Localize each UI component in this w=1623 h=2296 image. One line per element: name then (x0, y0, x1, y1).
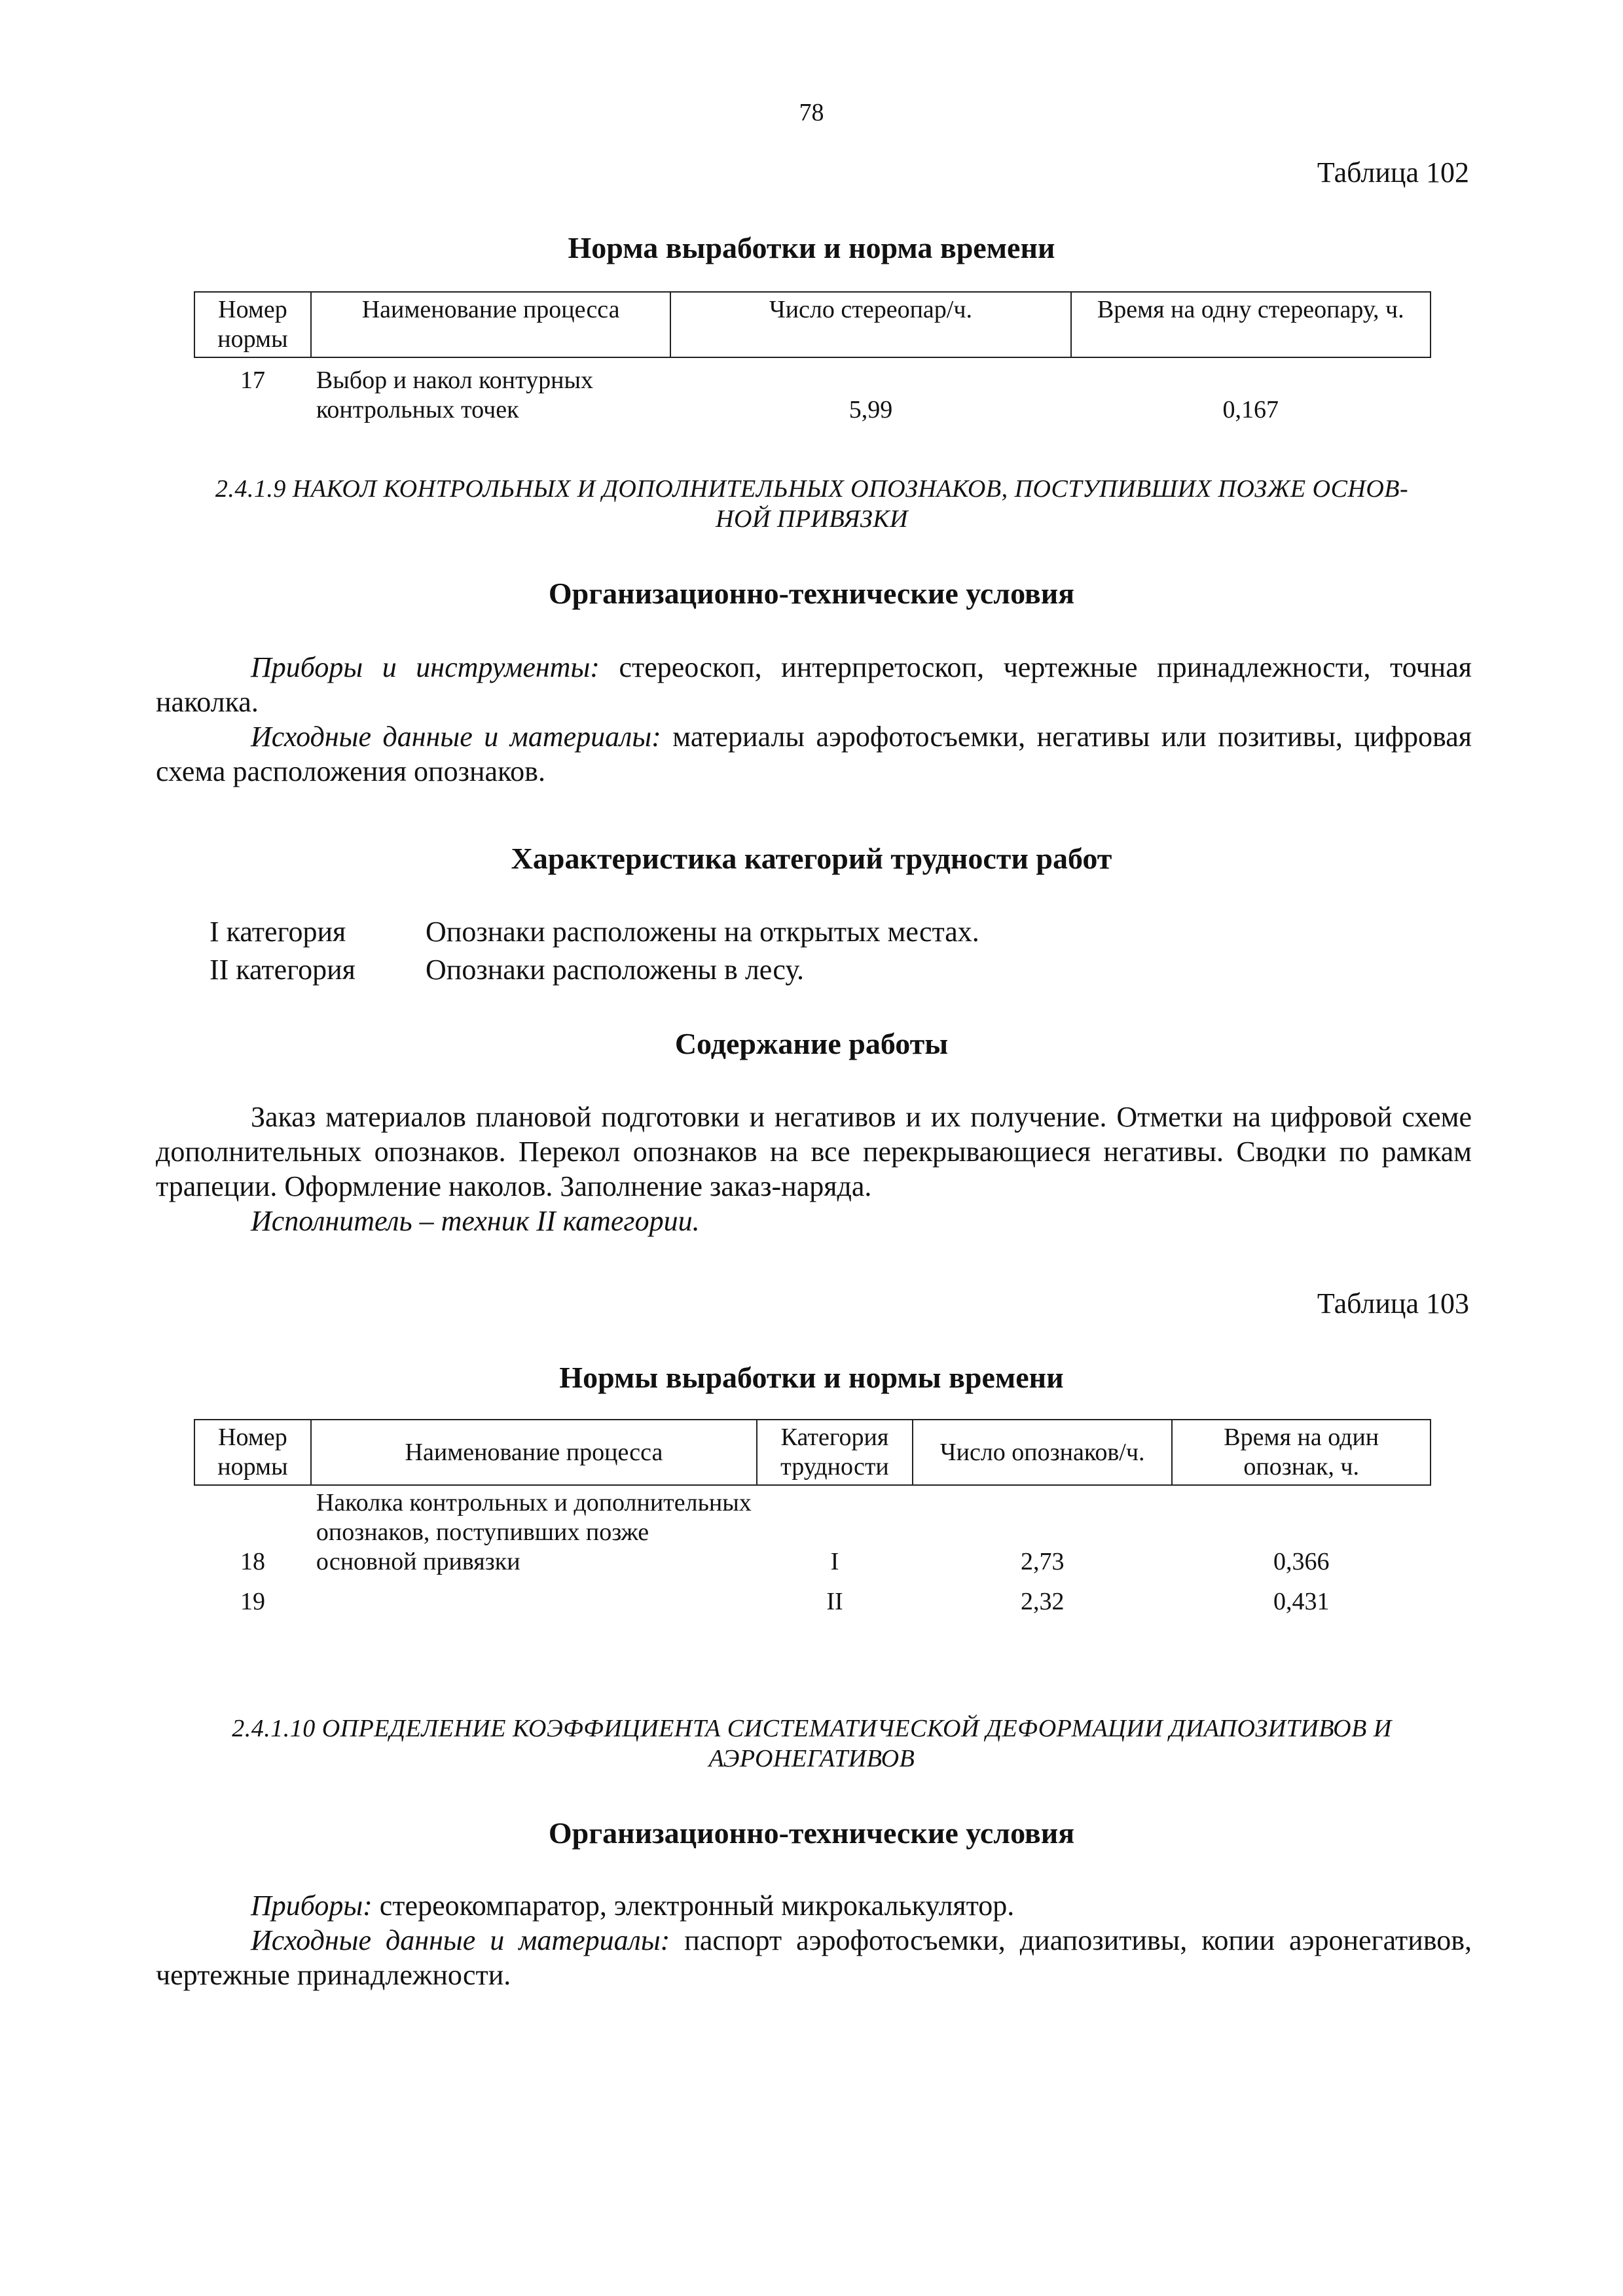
rate-value: 5,99 (848, 396, 893, 423)
table-103-header-row (194, 1420, 1431, 1485)
table-row (194, 1577, 1431, 1617)
categories-heading: Характеристика категорий трудности работ (511, 842, 1112, 875)
table-row (194, 357, 1431, 425)
category-label: II категория (210, 954, 356, 986)
section-2-4-1-10-title (144, 1713, 1480, 1774)
norm-number: 17 (240, 367, 265, 394)
rate-value: 2,73 (1020, 1548, 1065, 1575)
work-content-paragraph: Заказ материалов плановой подготовки и негативов и их получение. Отметки на цифровой схеме дополнительных опознаков. Перекол опознаков на все перекрывающиеся негативы. Сводки по рамкам трапеции. Оформление наколов. Заполнение заказ-наряда. (156, 1101, 1472, 1202)
instruments-text: стереоскоп, интерпретоскоп, чертежные принадлежности, точная наколка. (156, 651, 1472, 718)
instruments-label: Приборы и инструменты: (251, 651, 600, 683)
source-data-label: Исходные данные и материалы: (251, 721, 661, 753)
org-conditions-heading-2: Организационно-технические условия (548, 1816, 1075, 1850)
table-102-header-time: Время на одну стереопару, ч. (1071, 292, 1431, 357)
section-title-line: АЭРОНЕГАТИВОВ (708, 1745, 915, 1772)
instruments-text: стереокомпаратор, электронный микрокалькулятор. (372, 1890, 1015, 1922)
norm-number: 18 (240, 1548, 265, 1575)
table-103-header-time: Время на один опознак, ч. (1172, 1420, 1431, 1485)
table-102-header-rate: Число стереопар/ч. (670, 292, 1070, 357)
category-value: II (826, 1588, 843, 1615)
category-text: Опознаки расположены на открытых местах. (426, 916, 979, 948)
category-text: Опознаки расположены в лесу. (426, 954, 804, 986)
executor-text: Исполнитель – техник II категории. (251, 1205, 700, 1237)
category-label: I категория (210, 916, 346, 948)
section-title-line: 2.4.1.9 НАКОЛ КОНТРОЛЬНЫХ И ДОПОЛНИТЕЛЬНЫХ ОПОЗНАКОВ, ПОСТУПИВШИХ ПОЗЖЕ ОСНОВ- (215, 475, 1409, 503)
time-value: 0,366 (1273, 1548, 1330, 1575)
table-102-label: Таблица 102 (1317, 156, 1469, 188)
source-data-text: материалы аэрофотосъемки, негативы или позитивы, цифровая схема расположения опознаков. (156, 721, 1472, 787)
table-102-title: Норма выработки и норма времени (568, 231, 1055, 264)
table-102-header-number: Номер нормы (194, 292, 311, 357)
section-title-line: НОЙ ПРИВЯЗКИ (716, 505, 908, 533)
instruments-label: Приборы: (251, 1890, 373, 1922)
norm-number: 19 (240, 1588, 265, 1615)
table-102-header-row (194, 292, 1431, 357)
source-data-text: паспорт аэрофотосъемки, диапозитивы, копии аэронегативов, чертежные принадлежности. (156, 1924, 1472, 1991)
table-103-title: Нормы выработки и нормы времени (559, 1361, 1064, 1394)
section-2-4-1-9-title (144, 474, 1480, 534)
org-conditions-text-2 (156, 1888, 1472, 1992)
table-102-header-process: Наименование процесса (311, 292, 670, 357)
table-103-label: Таблица 103 (1317, 1287, 1469, 1319)
time-value: 0,167 (1222, 396, 1279, 423)
work-content-text (156, 1100, 1472, 1238)
category-row (210, 953, 804, 986)
category-value: I (830, 1548, 839, 1575)
table-102 (194, 291, 1431, 425)
table-103-header-category: Категория трудности (757, 1420, 913, 1485)
org-conditions-text (156, 650, 1472, 789)
work-content-heading: Содержание работы (674, 1027, 949, 1060)
page-number: 78 (799, 99, 824, 126)
table-103-header-number: Номер нормы (194, 1420, 311, 1485)
process-name: Выбор и накол контурных контрольных точек (316, 367, 593, 423)
table-103-header-rate: Число опознаков/ч. (913, 1420, 1173, 1485)
rate-value: 2,32 (1020, 1588, 1065, 1615)
org-conditions-heading: Организационно-технические условия (548, 577, 1075, 610)
table-103 (194, 1419, 1431, 1617)
source-data-label: Исходные данные и материалы: (251, 1924, 670, 1956)
section-title-line: 2.4.1.10 ОПРЕДЕЛЕНИЕ КОЭФФИЦИЕНТА СИСТЕМАТИЧЕСКОЙ ДЕФОРМАЦИИ ДИАПОЗИТИВОВ И (232, 1715, 1392, 1742)
table-row (194, 1485, 1431, 1577)
category-row (210, 915, 979, 948)
time-value: 0,431 (1273, 1588, 1330, 1615)
process-name: Наколка контрольных и дополнительных опознаков, поступивших позже основной привязки (316, 1489, 752, 1575)
table-103-header-process: Наименование процесса (311, 1420, 757, 1485)
